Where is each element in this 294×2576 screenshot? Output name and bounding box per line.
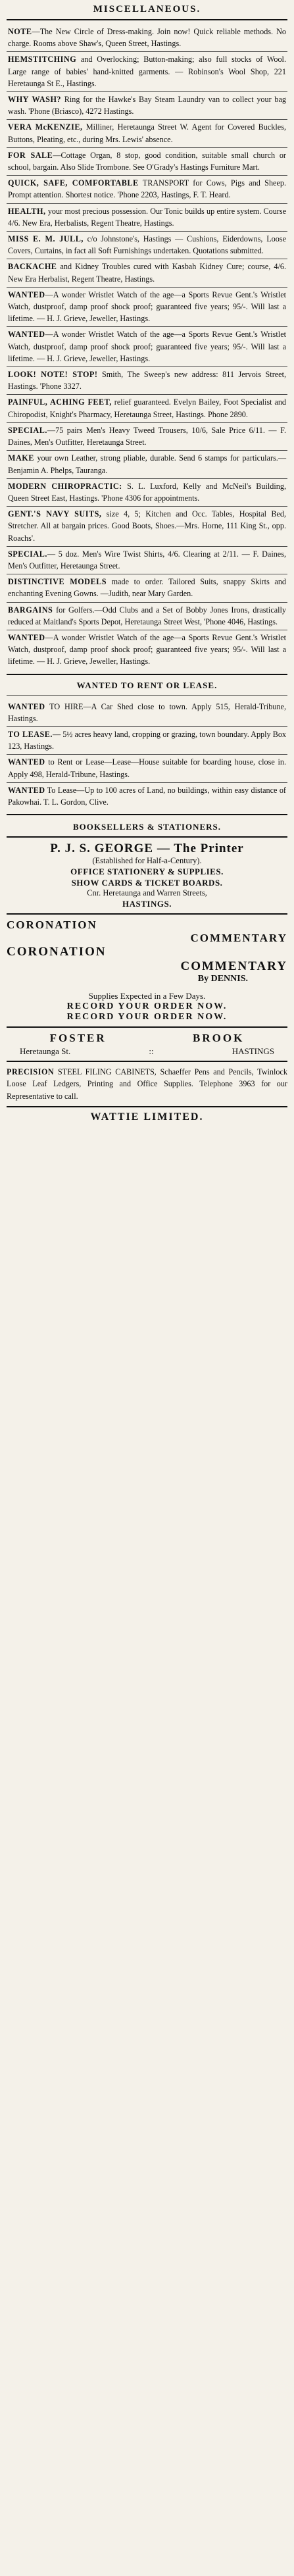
ad-text: Smith, The Sweep's new address: 811 Jervois Street, Hastings. 'Phone 3327. xyxy=(8,370,287,391)
firm-name-word: BROOK xyxy=(193,1032,245,1045)
ad-land-lease xyxy=(7,727,287,755)
printer-line: SHOW CARDS & TICKET BOARDS. xyxy=(71,878,223,888)
ad-lead: WANTED xyxy=(8,757,45,767)
ad-wristlet-watch xyxy=(7,288,287,328)
ad-text: To Lease—Up to 100 acres of Land, no buildings, within easy distance of Pakowhai. T. L. Gordon, Clive. xyxy=(8,785,286,807)
ad-text: TRANSPORT for Cows, Pigs and Sheep. Prompt attention. Shortest notice. 'Phone 2203, Hastings, F. T. Heard. xyxy=(8,178,287,200)
ad-sweep xyxy=(7,367,287,395)
ad-car-shed xyxy=(7,699,287,727)
ad-chiropractic xyxy=(7,479,287,507)
ad-wristlet-watch xyxy=(7,630,287,670)
ad-lead: WANTED xyxy=(8,785,45,795)
ad-soft-furnishings xyxy=(7,232,287,259)
ad-transport xyxy=(7,176,287,203)
divider xyxy=(7,814,287,815)
printer-town: HASTINGS. xyxy=(122,899,172,909)
ad-dressmaking xyxy=(7,24,287,52)
ad-text: —A wonder Wristlet Watch of the age—a Sports Revue Gent.'s Wristlet Watch, dustproof, damp proof shock proof; guaranteed five years; 95/-. Will last a lifetime. — H. J. Grieve, Jeweller, Hastings. xyxy=(8,330,286,363)
ad-lead: DISTINCTIVE MODELS xyxy=(8,577,107,587)
ad-lead: MODERN CHIROPRACTIC: xyxy=(8,481,122,491)
ad-hemstitching xyxy=(7,52,287,92)
coronation-heading: CORONATION xyxy=(7,919,97,932)
divider xyxy=(7,19,287,20)
ad-trousers-special xyxy=(7,423,287,451)
ad-text: and Kidney Troubles cured with Kasbah Kidney Cure; course, 4/6. New Era Herbalist, Regent Theatre, Hastings. xyxy=(8,262,286,284)
wanted-list xyxy=(7,699,287,811)
ad-lead: WANTED xyxy=(8,290,45,299)
ad-lead: TO LEASE. xyxy=(8,729,53,739)
ad-boarding-house xyxy=(7,755,287,782)
printer-address: Cnr. Heretaunga and Warren Streets, xyxy=(87,888,207,898)
divider xyxy=(7,913,287,915)
ad-text: —Cottage Organ, 8 stop, good condition, suitable small church or school, bargain. Also Slide Trombone. See O'Grady's Hastings Furniture Mart. xyxy=(8,150,286,172)
ad-lead: WANTED xyxy=(8,632,45,642)
ad-lead: LOOK! NOTE! STOP! xyxy=(8,370,98,380)
ad-lead: HEMSTITCHING xyxy=(8,55,77,64)
coronation-commentary-ad xyxy=(7,919,287,1023)
ad-wristlet-watch xyxy=(7,327,287,367)
divider xyxy=(7,674,287,675)
ad-text: your most precious possession. Our Tonic builds up entire system. Course 4/6. New Era, Herbalists, Regent Theatre, Hastings. xyxy=(8,206,287,228)
ad-text: and Overlocking; Button-making; also full stocks of Wool. Large range of babies' hand-knitted garments. — Robinson's Wool Shop, 221 Heretaunga St E., Hastings. xyxy=(8,55,286,88)
ad-text: made to order. Tailored Suits, snappy Skirts and enchanting Evening Gowns. —Judith, near Mary Garden. xyxy=(8,577,287,599)
firm-name-word: FOSTER xyxy=(49,1032,107,1045)
printer-name: P. J. S. GEORGE — The Printer xyxy=(50,842,244,856)
ad-distinctive-models xyxy=(7,574,287,602)
ad-lead: WHY WASH? xyxy=(8,95,62,105)
classifieds-column xyxy=(7,0,287,1123)
author-credit: By DENNIS. xyxy=(197,974,248,984)
ad-text: for Golfers.—Odd Clubs and a Set of Bobby Jones Irons, drastically reduced at Maitland's Sports Depot, Heretaunga Street West, 'Phone 4046, Hastings. xyxy=(8,605,286,626)
ad-shirts-special xyxy=(7,547,287,574)
ad-leather xyxy=(7,451,287,478)
ad-text: —75 pairs Men's Heavy Tweed Trousers, 10/6, Sale Price 6/11. — F. Daines, Men's Outfitter, Heretaunga Street. xyxy=(8,425,286,447)
divider xyxy=(7,1026,287,1028)
printer-line: OFFICE STATIONERY & SUPPLIES. xyxy=(70,867,224,877)
george-printer-ad xyxy=(7,842,287,909)
ad-text: S. L. Luxford, Kelly and McNeil's Building, Queen Street East, Hastings. 'Phone 4306 for appointments. xyxy=(8,481,286,503)
commentary-heading: COMMENTARY xyxy=(190,932,287,945)
section-title: MISCELLANEOUS. xyxy=(93,4,201,14)
firm-name xyxy=(7,1032,287,1045)
ad-text: Milliner, Heretaunga Street W. Agent for Covered Buckles, Buttons, Pleating, etc., during Mrs. Lewis' absence. xyxy=(8,122,286,144)
ad-text: TO HIRE—A Car Shed close to town. Apply 515, Herald-Tribune, Hastings. xyxy=(8,701,287,723)
ad-laundry xyxy=(7,92,287,120)
ad-milliner xyxy=(7,120,287,147)
ad-text: relief guaranteed. Evelyn Bailey, Foot Specialist and Chiropodist, Knight's Pharmacy, Heretaunga Street, Hastings. Phone 2890. xyxy=(8,397,287,419)
firm-street: Heretaunga St. xyxy=(20,1046,71,1057)
ad-text: Ring for the Hawke's Bay Steam Laundry van to collect your bag wash. 'Phone (Briasco), 4272 Hastings. xyxy=(8,95,287,116)
ad-lead: HEALTH, xyxy=(8,206,46,216)
ad-lead: WANTED xyxy=(8,701,45,711)
printer-established: (Established for Half-a-Century). xyxy=(92,856,202,866)
ad-lead: MISS E. M. JULL, xyxy=(8,234,84,244)
ad-lead: NOTE xyxy=(8,27,32,36)
ad-text: STEEL FILING CABINETS, Schaeffer Pens and Pencils, Twinlock Loose Leaf Ledgers, Printing and Office Supplies. Telephone 3963 for our Representative to call. xyxy=(7,1067,288,1101)
ad-lead: BACKACHE xyxy=(8,262,57,272)
ad-lead: SPECIAL. xyxy=(8,549,47,559)
booksellers-section-title: BOOKSELLERS & STATIONERS. xyxy=(73,822,221,832)
ad-lead: PAINFUL, ACHING FEET, xyxy=(8,397,112,407)
firm-town: HASTINGS xyxy=(232,1046,274,1057)
ad-text: to Rent or Lease—Lease—House suitable for boarding house, close in. Apply 498, Herald-Tribune, Hastings. xyxy=(8,757,286,779)
coronation-heading: CORONATION xyxy=(7,945,107,959)
order-callout: RECORD YOUR ORDER NOW. xyxy=(66,1012,228,1023)
wattie-limited-title: WATTIE LIMITED. xyxy=(90,1111,204,1123)
ad-text: —A wonder Wristlet Watch of the age—a Sports Revue Gent.'s Wristlet Watch, dustproof, damp proof shock proof; guaranteed five years; 95/-. Will last a lifetime. — H. J. Grieve, Jeweller, Hastings. xyxy=(8,290,286,324)
divider xyxy=(7,836,287,838)
ad-lead: MAKE xyxy=(8,453,34,463)
supply-note: Supplies Expected in a Few Days. xyxy=(88,991,206,1001)
ad-lead: WANTED xyxy=(8,330,45,340)
ad-organ-sale xyxy=(7,148,287,176)
ad-text: your own Leather, strong pliable, durable. Send 6 stamps for particulars.—Benjamin A. Phelps, Tauranga. xyxy=(8,453,287,475)
foster-brook-ad xyxy=(7,1032,287,1057)
commentary-heading: COMMENTARY xyxy=(180,959,287,974)
ad-lead: VERA McKENZIE, xyxy=(8,122,83,132)
ad-lead: QUICK, SAFE, COMFORTABLE xyxy=(8,178,139,188)
ad-lead: BARGAINS xyxy=(8,605,53,615)
ad-kidney-cure xyxy=(7,259,287,287)
ad-text: c/o Johnstone's, Hastings — Cushions, Eiderdowns, Loose Covers, Curtains, in fact all Soft Furnishings undertaken. Quotations submitted. xyxy=(8,234,286,256)
firm-address xyxy=(7,1046,287,1057)
ad-text: — 5½ acres heavy land, cropping or grazing, town boundary. Apply Box 123, Hastings. xyxy=(8,729,287,751)
ad-lead: SPECIAL. xyxy=(8,425,47,435)
order-callout: RECORD YOUR ORDER NOW. xyxy=(66,1001,228,1012)
address-separator: :: xyxy=(149,1046,154,1057)
ad-text: —A wonder Wristlet Watch of the age—a Sports Revue Gent.'s Wristlet Watch, dustproof, damp proof shock proof; guaranteed five years; 95/-. Will last a lifetime. — H. J. Grieve, Jeweller, Hastings. xyxy=(8,632,286,667)
ad-golf-bargains xyxy=(7,603,287,630)
divider xyxy=(7,1061,287,1062)
ad-land-wanted xyxy=(7,783,287,810)
ad-lead: GENT.'S NAVY SUITS, xyxy=(8,509,102,519)
ad-text: — 5 doz. Men's Wire Twist Shirts, 4/6. Clearing at 2/11. — F. Daines, Men's Outfitter, Heretaunga Street. xyxy=(8,549,286,570)
ad-lead: FOR SALE xyxy=(8,150,53,160)
ad-text: —The New Circle of Dress-making. Join now! Quick reliable methods. No charge. Rooms above Shaw's, Queen Street, Hastings. xyxy=(8,27,286,49)
ad-filing-cabinets xyxy=(7,1066,287,1102)
ad-navy-suits xyxy=(7,507,287,547)
ad-list xyxy=(7,24,287,670)
ad-text: size 4, 5; Kitchen and Occ. Tables, Hospital Bed, Stretcher. All at bargain prices. Good Boots, Shoes.—Mrs. Horne, 111 King St., opp. Roachs'. xyxy=(8,509,287,543)
divider xyxy=(7,1106,287,1107)
ad-foot-specialist xyxy=(7,395,287,422)
wanted-section-title: WANTED TO RENT OR LEASE. xyxy=(76,680,218,690)
ad-lead: PRECISION xyxy=(7,1067,55,1077)
ad-health-tonic xyxy=(7,204,287,232)
